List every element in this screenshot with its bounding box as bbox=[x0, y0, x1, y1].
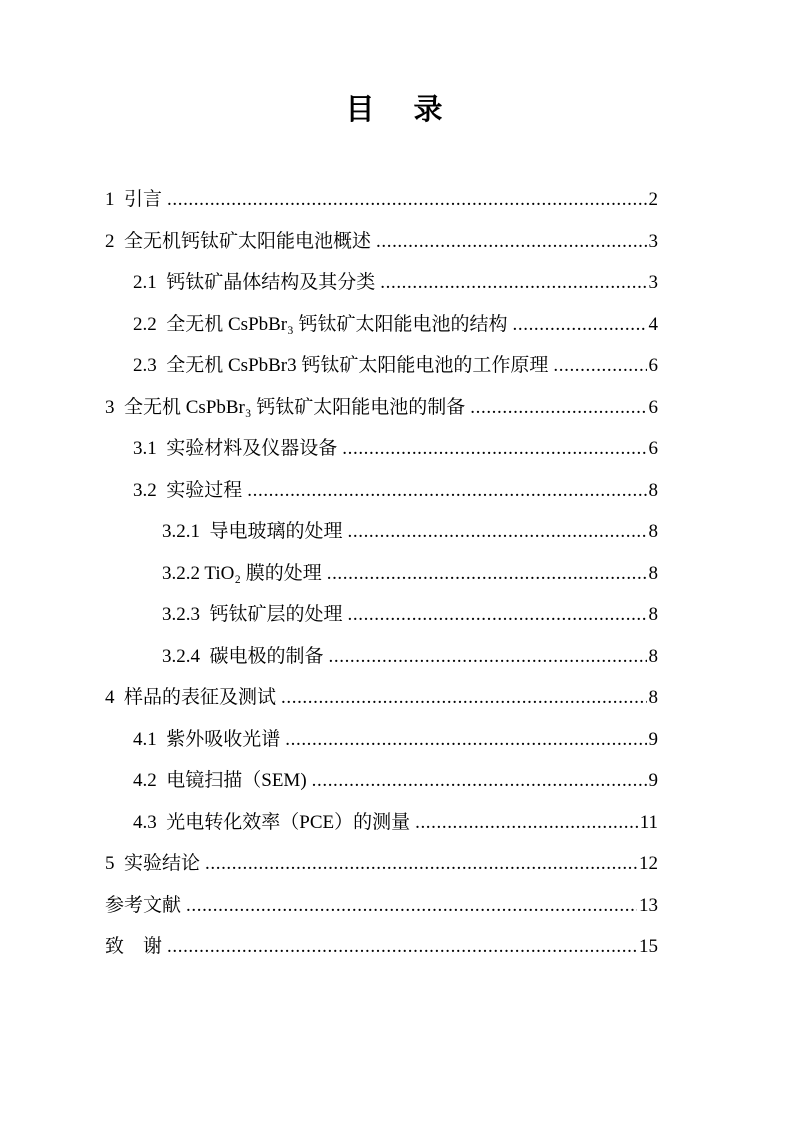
toc-entry-label: 3.2.3 钙钛矿层的处理 bbox=[162, 604, 343, 625]
dot-leader bbox=[285, 719, 646, 761]
toc-entry[interactable] bbox=[105, 760, 658, 802]
dot-leader bbox=[205, 843, 637, 885]
toc-entry-label: 4.1 紫外吸收光谱 bbox=[133, 728, 281, 750]
toc-entry[interactable] bbox=[105, 926, 658, 968]
page-title: 目 录 bbox=[345, 94, 448, 126]
toc-entry-page-number: 3 bbox=[648, 230, 658, 252]
dot-leader bbox=[513, 304, 647, 346]
toc-entry-page-number: 9 bbox=[648, 770, 658, 791]
toc-entry[interactable] bbox=[105, 387, 658, 429]
dot-leader bbox=[342, 428, 646, 470]
toc-entry-label: 4 样品的表征及测试 bbox=[105, 687, 277, 708]
toc-entry-page-number: 6 bbox=[648, 438, 658, 459]
toc-entry-label: 1 引言 bbox=[105, 189, 163, 210]
dot-leader bbox=[312, 760, 647, 802]
toc-entry-label: 参考文献 bbox=[105, 894, 182, 916]
toc-entry-label: 2.3 全无机 CsPbBr3 钙钛矿太阳能电池的工作原理 bbox=[133, 355, 549, 376]
dot-leader bbox=[348, 511, 647, 553]
dot-leader bbox=[553, 345, 646, 387]
toc-entry-label: 3.1 实验材料及仪器设备 bbox=[133, 438, 338, 459]
dot-leader bbox=[329, 636, 647, 678]
toc-entry-page-number: 13 bbox=[639, 894, 658, 916]
dot-leader bbox=[380, 262, 646, 304]
toc-entry-label: 4.3 光电转化效率（PCE）的测量 bbox=[133, 811, 411, 833]
toc-entry-label: 3.2 实验过程 bbox=[133, 479, 243, 501]
toc-list bbox=[105, 179, 658, 968]
toc-entry[interactable] bbox=[105, 428, 658, 470]
toc-entry[interactable] bbox=[105, 594, 658, 636]
toc-entry-label: 2.1 钙钛矿晶体结构及其分类 bbox=[133, 272, 376, 293]
toc-entry-page-number: 15 bbox=[639, 936, 658, 957]
toc-entry-label: 3 全无机 CsPbBr₃ 钙钛矿太阳能电池的制备 bbox=[105, 396, 466, 418]
toc-entry-page-number: 11 bbox=[639, 811, 658, 833]
toc-entry-page-number: 8 bbox=[648, 604, 658, 625]
dot-leader bbox=[415, 802, 638, 844]
toc-entry[interactable] bbox=[105, 802, 658, 844]
toc-entry[interactable] bbox=[105, 304, 658, 346]
toc-entry[interactable] bbox=[105, 636, 658, 678]
dot-leader bbox=[327, 553, 647, 595]
toc-entry-page-number: 9 bbox=[648, 728, 658, 750]
toc-entry-label: 5 实验结论 bbox=[105, 853, 201, 874]
toc-entry[interactable] bbox=[105, 511, 658, 553]
toc-entry-label: 3.2.4 碳电极的制备 bbox=[162, 645, 324, 667]
toc-entry-page-number: 12 bbox=[639, 853, 658, 874]
toc-entry-page-number: 8 bbox=[648, 645, 658, 667]
toc-entry-label: 2.2 全无机 CsPbBr₃ 钙钛矿太阳能电池的结构 bbox=[133, 313, 508, 335]
dot-leader bbox=[376, 221, 646, 263]
toc-entry-page-number: 2 bbox=[648, 189, 658, 210]
toc-entry[interactable] bbox=[105, 843, 658, 885]
toc-entry-label: 3.2.1 导电玻璃的处理 bbox=[162, 521, 343, 542]
toc-entry[interactable] bbox=[105, 719, 658, 761]
toc-entry-page-number: 8 bbox=[648, 562, 658, 584]
dot-leader bbox=[348, 594, 647, 636]
dot-leader bbox=[281, 677, 646, 719]
toc-entry-page-number: 6 bbox=[648, 396, 658, 418]
toc-entry[interactable] bbox=[105, 179, 658, 221]
dot-leader bbox=[470, 387, 646, 429]
toc-entry[interactable] bbox=[105, 345, 658, 387]
toc-entry[interactable] bbox=[105, 221, 658, 263]
toc-entry-label: 4.2 电镜扫描（SEM) bbox=[133, 770, 307, 791]
toc-entry[interactable] bbox=[105, 262, 658, 304]
toc-entry-label: 2 全无机钙钛矿太阳能电池概述 bbox=[105, 230, 372, 252]
dot-leader bbox=[167, 179, 646, 221]
toc-entry-page-number: 8 bbox=[648, 687, 658, 708]
toc-entry-label: 致 谢 bbox=[105, 936, 163, 957]
toc-entry-page-number: 8 bbox=[648, 479, 658, 501]
toc-entry-page-number: 8 bbox=[648, 521, 658, 542]
toc-entry[interactable] bbox=[105, 885, 658, 927]
dot-leader bbox=[167, 926, 637, 968]
toc-entry-page-number: 3 bbox=[648, 272, 658, 293]
toc-entry[interactable] bbox=[105, 677, 658, 719]
dot-leader bbox=[186, 885, 637, 927]
toc-entry-page-number: 4 bbox=[648, 313, 658, 335]
toc-entry[interactable] bbox=[105, 553, 658, 595]
dot-leader bbox=[247, 470, 646, 512]
toc-entry-label: 3.2.2 TiO₂ 膜的处理 bbox=[162, 562, 322, 584]
toc-entry[interactable] bbox=[105, 470, 658, 512]
toc-entry-page-number: 6 bbox=[648, 355, 658, 376]
